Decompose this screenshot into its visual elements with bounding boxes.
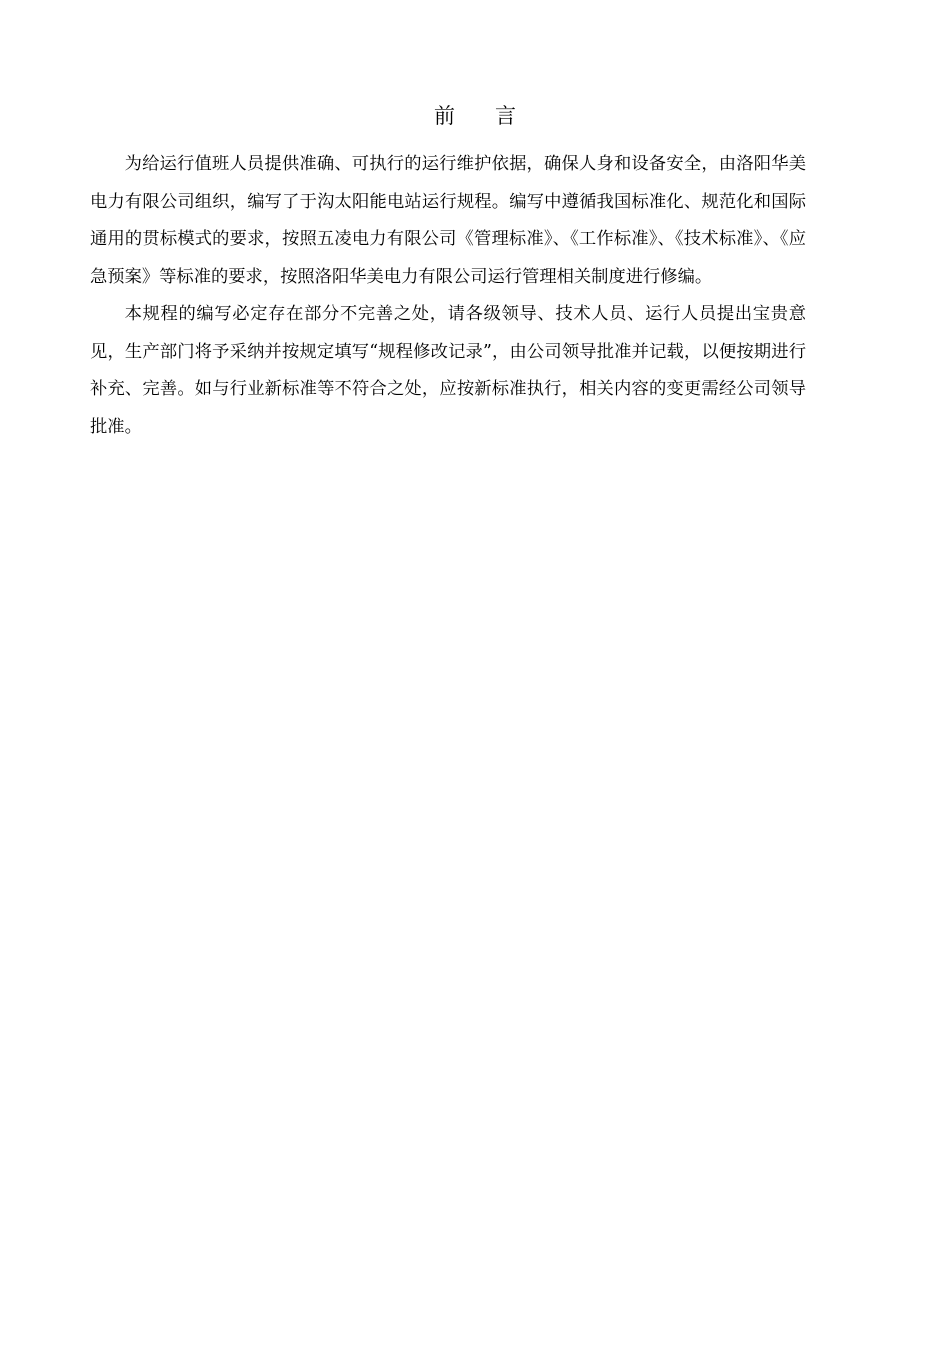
paragraph-1: 为给运行值班人员提供准确、可执行的运行维护依据，确保人身和设备安全，由洛阳华美电力有限公司组织，编写了于沟太阳能电站运行规程。编写中遵循我国标准化、规范化和国际通用的贯标模式的要求，按照五凌电力有限公司《管理标准》、《工作标准》、《技术标准》、《应急预案》等标准的要求，按照洛阳华美电力有限公司运行管理相关制度进行修编。 — [90, 154, 806, 287]
paragraph-2: 本规程的编写必定存在部分不完善之处，请各级领导、技术人员、运行人员提出宝贵意见，生产部门将予采纳并按规定填写“规程修改记录”，由公司领导批准并记载，以便按期进行补充、完善。如与行业新标准等不符合之处，应按新标准执行，相关内容的变更需经公司领导批准。 — [90, 304, 806, 437]
title-char-2: 言 — [495, 104, 516, 128]
document-body — [90, 146, 806, 446]
title-char-1: 前 — [434, 104, 455, 128]
page-title — [0, 101, 950, 131]
